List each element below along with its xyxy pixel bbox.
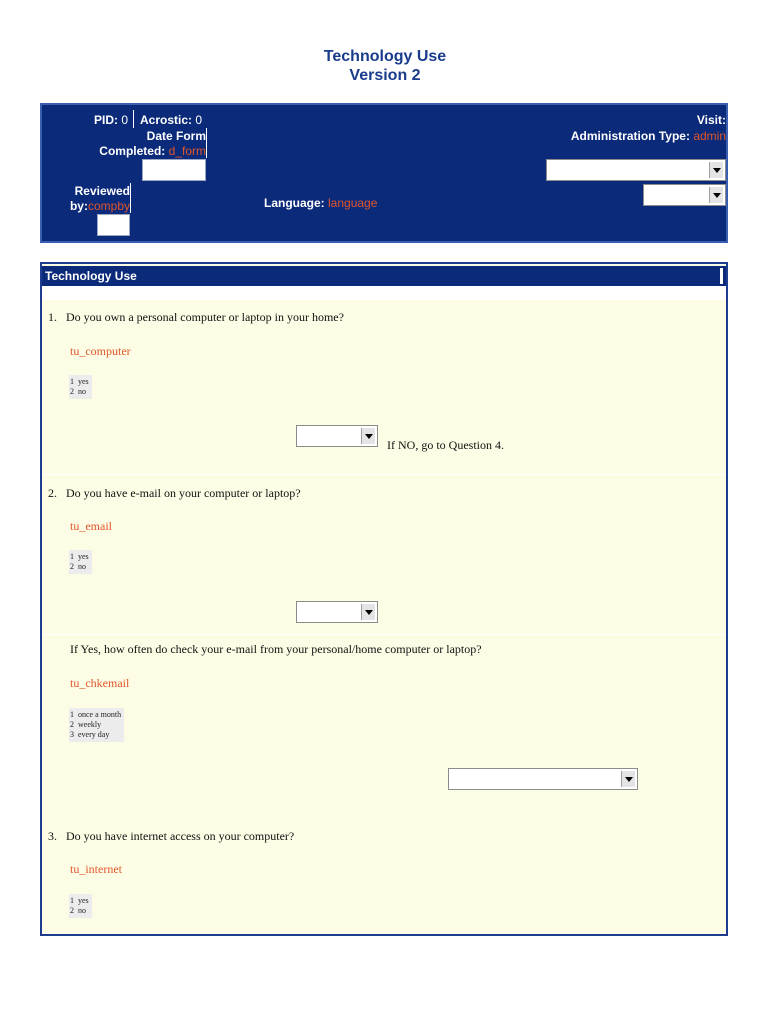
admin-type-value: admin bbox=[693, 129, 726, 143]
page-title: Technology Use bbox=[323, 48, 447, 65]
question-3 bbox=[48, 829, 294, 844]
question-number: 2. bbox=[48, 486, 57, 500]
option-item: 2 no bbox=[70, 387, 86, 396]
acrostic-value: 0 bbox=[195, 113, 203, 127]
date-form-value: d_form bbox=[168, 144, 206, 158]
question-text: Do you own a personal computer or laptop in your home? bbox=[66, 310, 344, 324]
option-list bbox=[69, 550, 92, 574]
question-text: Do you have e-mail on your computer or laptop? bbox=[66, 486, 301, 500]
pid-field bbox=[94, 113, 128, 128]
computer-select[interactable] bbox=[296, 425, 378, 447]
option-item: 3 every day bbox=[70, 730, 110, 739]
chevron-down-icon bbox=[361, 428, 375, 444]
section-spacer bbox=[42, 286, 726, 300]
variable-name: tu_chkemail bbox=[70, 676, 130, 690]
question-number: 3. bbox=[48, 829, 57, 843]
reviewed-label-line1: Reviewed bbox=[74, 184, 130, 198]
option-item: 2 weekly bbox=[70, 720, 102, 729]
question-1 bbox=[48, 310, 344, 325]
language-field bbox=[264, 196, 377, 211]
question-2 bbox=[48, 486, 301, 501]
chevron-down-icon bbox=[709, 162, 723, 178]
chevron-down-icon bbox=[621, 771, 635, 787]
option-list bbox=[69, 894, 92, 918]
option-item: 1 yes bbox=[70, 377, 89, 386]
acrostic-label: Acrostic: bbox=[140, 113, 193, 127]
option-item: 2 no bbox=[70, 562, 86, 571]
reviewed-by-input[interactable] bbox=[97, 214, 130, 236]
language-value: language bbox=[328, 196, 378, 210]
question-text: If Yes, how often do check your e-mail from your personal/home computer or laptop? bbox=[70, 642, 482, 656]
section-technology-use bbox=[40, 262, 728, 936]
question-text: Do you have internet access on your computer? bbox=[66, 829, 295, 843]
variable-name: tu_computer bbox=[70, 344, 131, 358]
info-panel bbox=[40, 103, 728, 243]
language-label: Language: bbox=[264, 196, 325, 210]
visit-label: Visit: bbox=[696, 113, 726, 127]
question-number: 1. bbox=[48, 310, 57, 324]
date-form-divider bbox=[206, 128, 207, 158]
section-title: Technology Use bbox=[45, 269, 137, 283]
chevron-down-icon bbox=[361, 604, 375, 620]
visit-select[interactable] bbox=[546, 159, 726, 181]
admin-type-select[interactable] bbox=[643, 184, 726, 206]
check-email-select[interactable] bbox=[448, 768, 638, 790]
option-item: 1 yes bbox=[70, 896, 89, 905]
admin-type-field bbox=[442, 129, 726, 144]
date-form-label bbox=[92, 129, 206, 159]
question-divider bbox=[42, 474, 726, 475]
pid-value: 0 bbox=[121, 113, 129, 127]
page-subtitle: Version 2 bbox=[349, 67, 421, 84]
email-select[interactable] bbox=[296, 601, 378, 623]
reviewed-by-value: compby bbox=[87, 199, 130, 213]
variable-name: tu_internet bbox=[70, 862, 122, 876]
option-item: 1 yes bbox=[70, 552, 89, 561]
date-form-label-line2: Completed: bbox=[99, 144, 166, 158]
reviewed-label-line2: by: bbox=[69, 199, 88, 213]
section-header bbox=[42, 266, 726, 286]
variable-name: tu_email bbox=[70, 519, 112, 533]
section-header-marker bbox=[720, 268, 723, 284]
pid-divider bbox=[133, 110, 134, 128]
chevron-down-icon bbox=[709, 187, 723, 203]
date-form-label-line1: Date Form bbox=[146, 129, 206, 143]
reviewed-divider bbox=[130, 183, 131, 213]
option-item: 1 once a month bbox=[70, 710, 122, 719]
question-2-followup bbox=[70, 642, 482, 657]
reviewed-by-label bbox=[52, 184, 130, 214]
date-form-input[interactable] bbox=[142, 159, 206, 181]
admin-type-label: Administration Type: bbox=[570, 129, 690, 143]
option-list bbox=[69, 375, 92, 399]
option-list bbox=[69, 708, 124, 742]
question-divider bbox=[42, 634, 726, 635]
pid-label: PID: bbox=[94, 113, 118, 127]
acrostic-field bbox=[140, 113, 202, 128]
option-item: 2 no bbox=[70, 906, 86, 915]
skip-note: If NO, go to Question 4. bbox=[387, 438, 504, 452]
